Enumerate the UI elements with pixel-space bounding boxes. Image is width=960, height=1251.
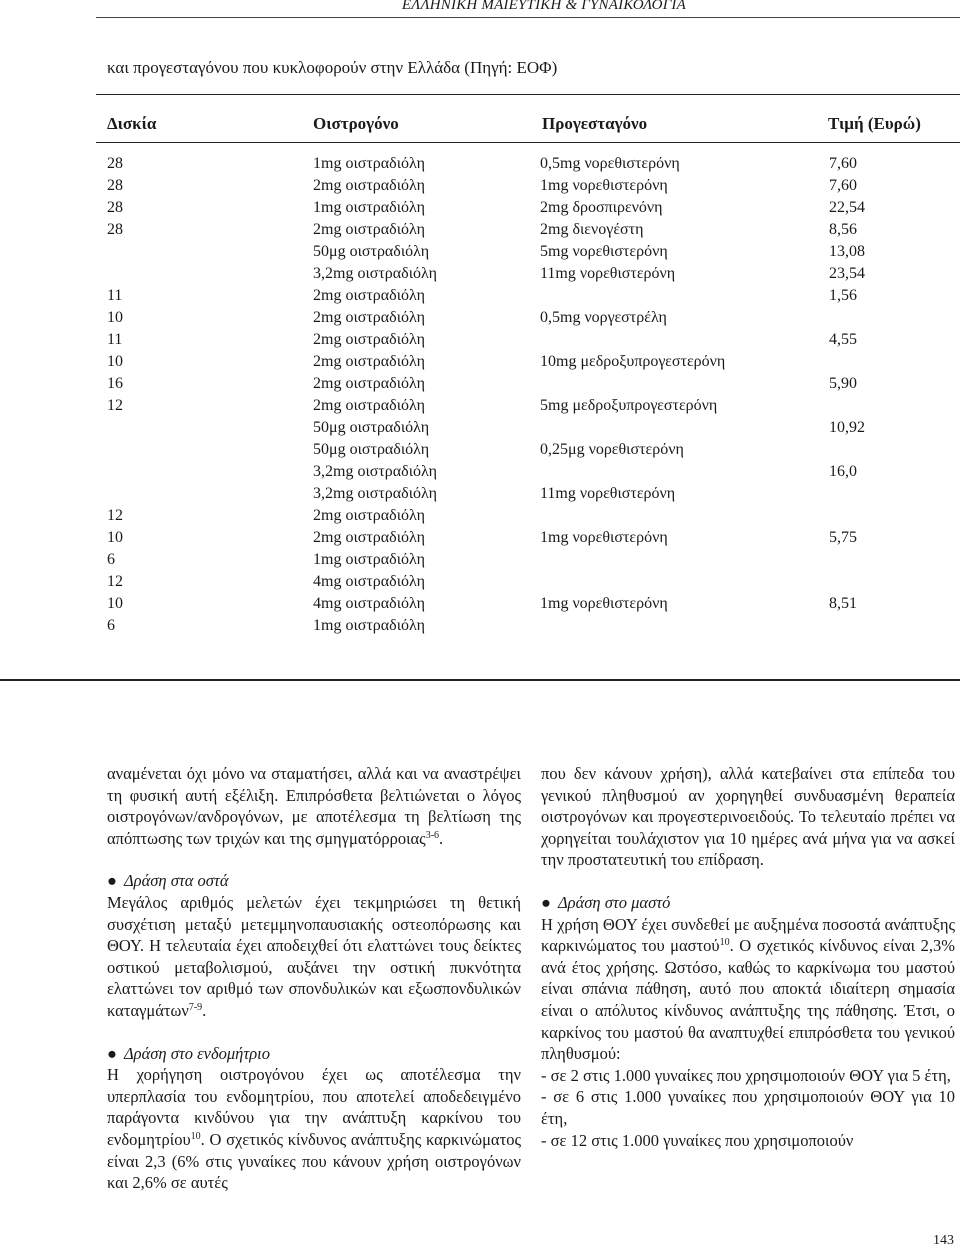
section-endometrium	[107, 1043, 521, 1194]
table-row	[0, 417, 960, 439]
table-row	[0, 241, 960, 263]
cell-estrogen: 2mg οιστραδιόλη	[313, 353, 425, 370]
cell-progestogen: 5mg μεδροξυπρογεστερόνη	[540, 397, 718, 414]
cell-progestogen: 10mg μεδροξυπρογεστερόνη	[540, 353, 726, 370]
table-row	[0, 263, 960, 285]
cell-price: 1,56	[829, 287, 857, 304]
cell-estrogen: 2mg οιστραδιόλη	[313, 221, 425, 238]
cell-tablets: 11	[107, 331, 123, 348]
cell-estrogen: 2mg οιστραδιόλη	[313, 331, 425, 348]
cell-tablets: 6	[107, 551, 115, 568]
left-intro-end: .	[439, 828, 444, 848]
table-row	[0, 615, 960, 637]
column-header-tablets: Δισκία	[107, 114, 157, 133]
cell-tablets: 28	[107, 177, 123, 194]
cell-estrogen: 4mg οιστραδιόλη	[313, 595, 425, 612]
cell-progestogen: 0,5mg νοργεστρέλη	[540, 309, 667, 326]
cell-progestogen: 2mg δροσπιρενόνη	[540, 199, 663, 216]
table-row	[0, 351, 960, 373]
section-breast-text-a: Η χρήση ΘΟΥ έχει συνδεθεί με αυξημένα ποσοστά ανάπτυξης καρκινώματος του μαστού	[541, 914, 955, 956]
cell-price: 7,60	[829, 155, 857, 172]
column-header-progestogen: Προγεσταγόνο	[542, 114, 648, 133]
cell-price: 13,08	[829, 243, 865, 260]
cell-estrogen: 3,2mg οιστραδιόλη	[313, 265, 437, 282]
section-endometrium-ref: 10	[190, 1130, 201, 1142]
cell-estrogen: 2mg οιστραδιόλη	[313, 529, 425, 546]
cell-estrogen: 2mg οιστραδιόλη	[313, 507, 425, 524]
cell-estrogen: 2mg οιστραδιόλη	[313, 397, 425, 414]
table-row	[0, 461, 960, 483]
table-row	[0, 307, 960, 329]
cell-price: 4,55	[829, 331, 857, 348]
cell-estrogen: 2mg οιστραδιόλη	[313, 375, 425, 392]
section-bones-text: Μεγάλος αριθμός μελετών έχει τεκμηριώσει τη θετική συσχέτιση μεταξύ μετεμμηνοπαυσιακής οστεοπόρωσης και ΘΟΥ. Η τελευταία έχει αποδειχθεί ότι ελαττώνει τους δείκτες οστικού μεταβολισμού, αυξάνει την οστική πυκνότητα ελαττώνει τον αριθμό των σπονδυλικών και εξωσπονδυλικών καταγμάτων	[107, 892, 521, 1020]
cell-tablets: 28	[107, 155, 123, 172]
cell-progestogen: 5mg νορεθιστερόνη	[540, 243, 668, 260]
cell-price: 23,54	[829, 265, 865, 282]
table-row	[0, 153, 960, 175]
section-bones-ref: 7-9	[188, 1001, 203, 1013]
cell-progestogen: 2mg διενογέστη	[540, 221, 644, 238]
cell-estrogen: 50μg οιστραδιόλη	[313, 419, 430, 436]
cell-estrogen: 3,2mg οιστραδιόλη	[313, 463, 437, 480]
table-row	[0, 527, 960, 549]
table-row	[0, 395, 960, 417]
section-bones	[107, 870, 521, 1021]
cell-tablets: 11	[107, 287, 123, 304]
table-rule-top	[96, 94, 960, 95]
section-breast-title-text: Δράση στο μαστό	[558, 892, 671, 912]
cell-price: 7,60	[829, 177, 857, 194]
table-rule-bottom	[0, 679, 960, 681]
section-endometrium-text-a: Η χορήγηση οιστρογόνου έχει ως αποτέλεσμα την υπερπλασία του ενδομητρίου, που αποτελεί αποδεδειγμένο παράγοντα κινδύνου για την ανάπτυξη καρκίνου του ενδομητρίου	[107, 1065, 521, 1149]
cell-progestogen: 1mg νορεθιστερόνη	[540, 595, 668, 612]
section-breast	[541, 892, 955, 1151]
cell-tablets: 6	[107, 617, 115, 634]
section-endometrium-title	[107, 1043, 521, 1065]
cell-tablets: 12	[107, 573, 123, 590]
cell-estrogen: 1mg οιστραδιόλη	[313, 199, 425, 216]
risk-list-item: - σε 6 στις 1.000 γυναίκες που χρησιμοποιούν ΘΟΥ για 10 έτη,	[541, 1087, 955, 1128]
section-breast-paragraph	[541, 914, 955, 1065]
cell-progestogen: 1mg νορεθιστερόνη	[540, 529, 668, 546]
cell-price: 16,0	[829, 463, 857, 480]
column-header-estrogen: Οιστρογόνο	[313, 114, 399, 133]
section-bones-title-text: Δράση στα οστά	[124, 871, 229, 891]
cell-tablets: 28	[107, 221, 123, 238]
cell-estrogen: 2mg οιστραδιόλη	[313, 287, 425, 304]
cell-progestogen: 11mg νορεθιστερόνη	[540, 485, 676, 502]
section-breast-title	[541, 892, 955, 914]
cell-estrogen: 50μg οιστραδιόλη	[313, 243, 430, 260]
left-text-column	[107, 763, 521, 1194]
section-breast-ref: 10	[719, 937, 730, 949]
right-intro-paragraph: που δεν κάνουν χρήση), αλλά κατεβαίνει στα επίπεδα του γενικού πληθυσμού αν χορηγηθεί συνδυασμένη θεραπεία οιστρογόνων και προγεστερινοειδούς. Το τελευταίο πρέπει να χορηγείται τουλάχιστον για 10 ημέρες ανά μήνα για να ασκεί την προστατευτική του επίδραση.	[541, 764, 955, 870]
table-row	[0, 439, 960, 461]
cell-estrogen: 50μg οιστραδιόλη	[313, 441, 430, 458]
table-body	[0, 153, 960, 637]
journal-header: ΕΛΛΗΝΙΚΗ ΜΑΙΕΥΤΙΚΗ & ΓΥΝΑΙΚΟΛΟΓΙΑ	[401, 0, 686, 13]
cell-tablets: 12	[107, 397, 123, 414]
table-row	[0, 549, 960, 571]
section-endometrium-text-b: . Ο σχετικός κίνδυνος ανάπτυξης καρκινώματος είναι 2,3 (6% στις γυναίκες που κάνουν χρήση οιστρογόνων και 2,6% σε αυτές	[107, 1129, 521, 1193]
cell-price: 8,56	[829, 221, 857, 238]
cell-price: 22,54	[829, 199, 865, 216]
cell-estrogen: 2mg οιστραδιόλη	[313, 309, 425, 326]
section-breast-text-b: . Ο σχετικός κίνδυνος είναι 2,3% ανά έτος χρήσης. Ωστόσο, καθώς το καρκίνωμα του μαστού είναι σπάνια πάθηση, αυτό που αποκτά ιδιαίτερη σημασία είναι ο απόλυτος κίνδυνος ανάπτυξης της πάθησης. Έτσι, ο καρκίνος του μαστού θα αναπτυχθεί επιπρόσθετα του γενικού πληθυσμού:	[541, 936, 955, 1064]
table-row	[0, 197, 960, 219]
cell-estrogen: 1mg οιστραδιόλη	[313, 551, 425, 568]
column-header-price: Τιμή (Ευρώ)	[828, 114, 921, 133]
bullet-dot-icon: ●	[107, 871, 117, 891]
cell-estrogen: 1mg οιστραδιόλη	[313, 617, 425, 634]
cell-tablets: 12	[107, 507, 123, 524]
cell-estrogen: 4mg οιστραδιόλη	[313, 573, 425, 590]
page-number: 143	[933, 1233, 954, 1248]
table-row	[0, 483, 960, 505]
right-text-column	[541, 763, 955, 1151]
left-intro-ref: 3-6	[425, 829, 440, 841]
cell-progestogen: 0,5mg νορεθιστερόνη	[540, 155, 680, 172]
cell-progestogen: 0,25μg νορεθιστερόνη	[540, 441, 684, 458]
table-row	[0, 593, 960, 615]
table-row	[0, 329, 960, 351]
cell-estrogen: 2mg οιστραδιόλη	[313, 177, 425, 194]
cell-tablets: 10	[107, 353, 123, 370]
section-endometrium-paragraph	[107, 1064, 521, 1194]
table-row	[0, 285, 960, 307]
table-row	[0, 175, 960, 197]
table-row	[0, 505, 960, 527]
cell-progestogen: 1mg νορεθιστερόνη	[540, 177, 668, 194]
cell-estrogen: 1mg οιστραδιόλη	[313, 155, 425, 172]
cell-price: 8,51	[829, 595, 857, 612]
left-intro-paragraph	[107, 763, 521, 849]
section-endometrium-title-text: Δράση στο ενδομήτριο	[124, 1043, 271, 1063]
risk-list-item: - σε 12 στις 1.000 γυναίκες που χρησιμοποιούν	[541, 1130, 854, 1150]
cell-progestogen: 11mg νορεθιστερόνη	[540, 265, 676, 282]
cell-tablets: 10	[107, 595, 123, 612]
cell-tablets: 10	[107, 529, 123, 546]
cell-price: 5,75	[829, 529, 857, 546]
cell-tablets: 16	[107, 375, 123, 392]
section-bones-title	[107, 870, 521, 892]
header-rule	[96, 17, 960, 18]
cell-price: 10,92	[829, 419, 865, 436]
risk-list-item: - σε 2 στις 1.000 γυναίκες που χρησιμοποιούν ΘΟΥ για 5 έτη,	[541, 1065, 951, 1085]
section-bones-end: .	[202, 1000, 207, 1020]
cell-tablets: 28	[107, 199, 123, 216]
bullet-dot-icon: ●	[107, 1043, 117, 1063]
table-row	[0, 373, 960, 395]
table-caption: και προγεσταγόνου που κυκλοφορούν στην Ελλάδα (Πηγή: ΕΟΦ)	[107, 58, 558, 77]
cell-price: 5,90	[829, 375, 857, 392]
table-row	[0, 571, 960, 593]
section-bones-paragraph	[107, 892, 521, 1022]
left-intro-text: αναμένεται όχι μόνο να σταματήσει, αλλά και να αναστρέψει τη φυσική αυτή εξέλιξη. Επιπρόσθετα βελτιώνεται ο λόγος οιστρογόνων/ανδρογόνων, με αποτέλεσμα τη βελτίωση της απόπτωσης των τριχών και της σμηγματόρροιας	[107, 764, 521, 848]
table-rule-header	[96, 142, 960, 143]
bullet-dot-icon: ●	[541, 892, 551, 912]
cell-tablets: 10	[107, 309, 123, 326]
table-row	[0, 219, 960, 241]
cell-estrogen: 3,2mg οιστραδιόλη	[313, 485, 437, 502]
